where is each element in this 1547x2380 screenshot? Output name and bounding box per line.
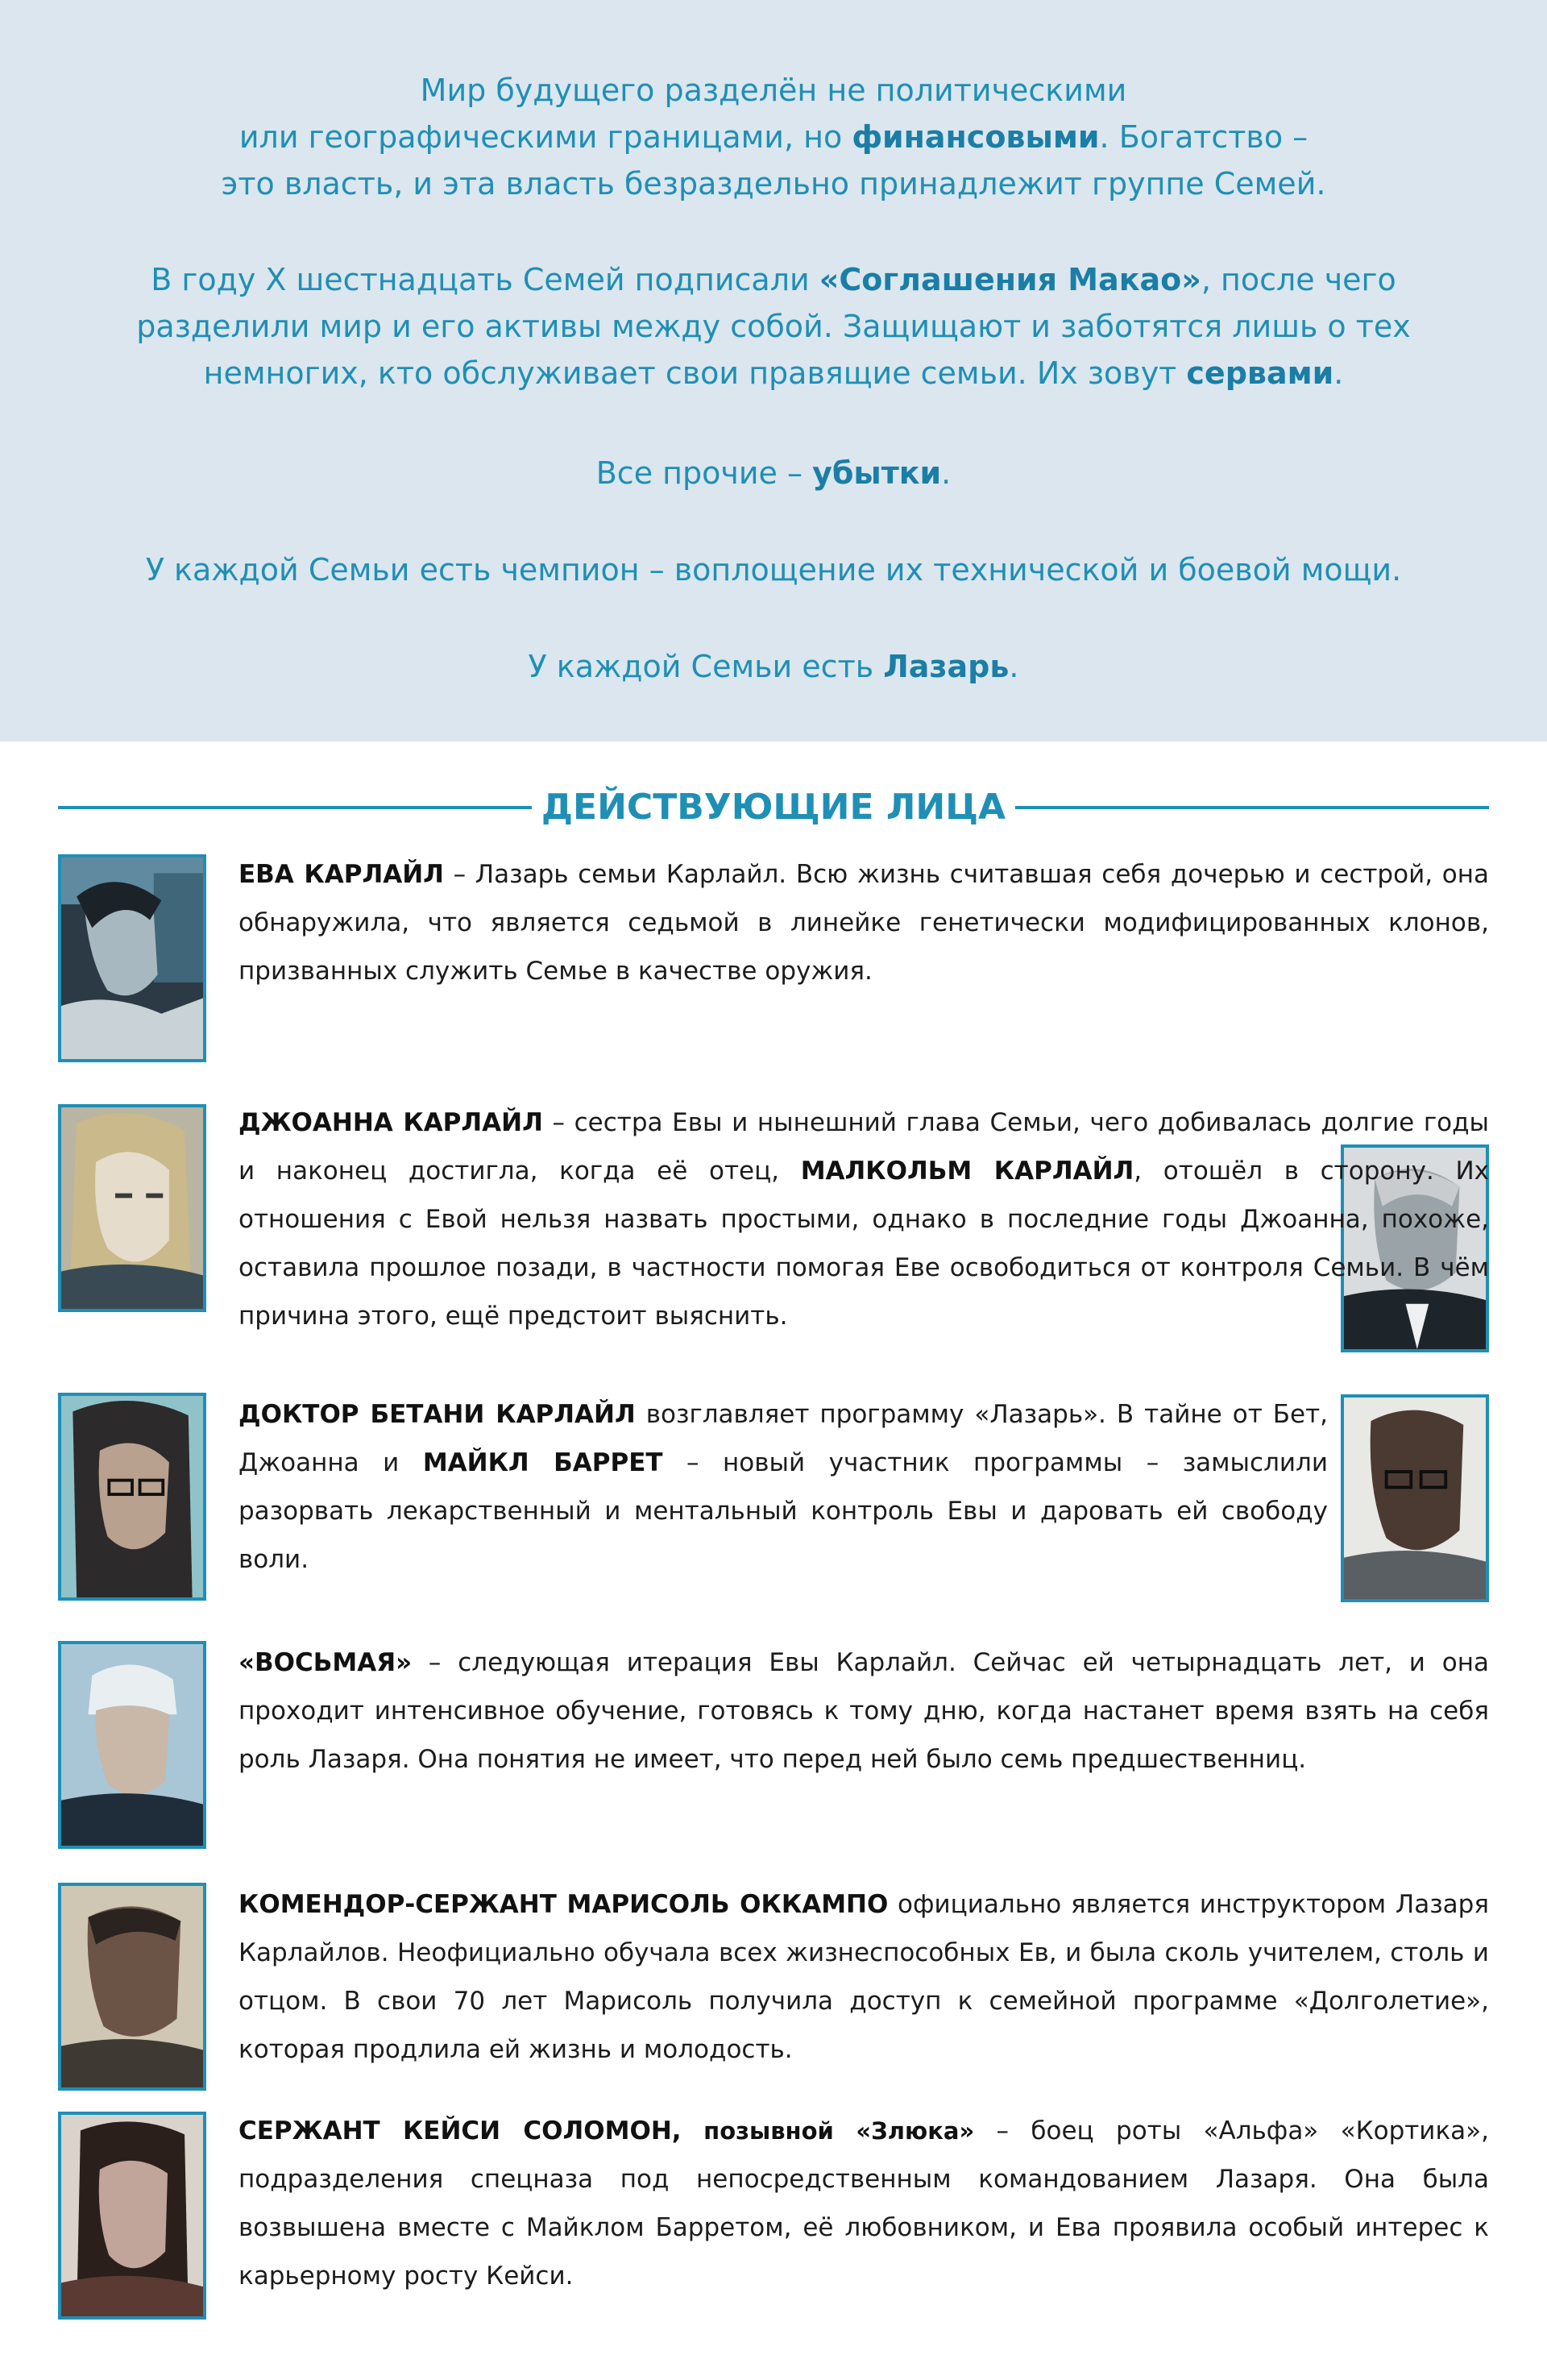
character-callsign: позывной «Злюка» (681, 2117, 975, 2145)
character-bio: – новый участник программы – замыслили разорвать лекарственный и ментальный контроль Евы и даровать ей свободу воли. (238, 1448, 1329, 1574)
character-description (238, 1390, 1328, 1584)
intro-paragraph-3 (129, 450, 1418, 496)
intro-text: В году X шестнадцать Семей подписали (151, 262, 819, 297)
character-name: МАЙКЛ БАРРЕТ (422, 1448, 663, 1477)
portrait-bethany (58, 1393, 206, 1601)
intro-emphasis: финансовыми (852, 119, 1100, 155)
character-bio: возглавляет программу «Лазарь». В тайне от Бет, Джоанна и (238, 1400, 1328, 1477)
intro-text: разделили мир и его активы между собой. Защищают и заботятся лишь о тех (136, 309, 1411, 344)
character-description (238, 1099, 1489, 1340)
intro-paragraph-5 (129, 643, 1418, 690)
intro-text: немногих, кто обслуживает свои правящие семьи. Их зовут (203, 355, 1187, 391)
character-name: «ВОСЬМАЯ» (238, 1648, 413, 1677)
character-bio: – Лазарь семьи Карлайл. Всю жизнь считавшая себя дочерью и сестрой, она обнаружила, что является седьмой в линейке генетически модифицированных клонов, призванных служить Семье в качестве оружия. (238, 860, 1490, 986)
intro-emphasis: сервами (1186, 355, 1334, 391)
intro-text: . (1009, 649, 1019, 684)
character-name: ДЖОАННА КАРЛАЙЛ (238, 1108, 543, 1137)
intro-text: Все прочие – (595, 455, 813, 491)
intro-emphasis: убытки (812, 455, 942, 491)
intro-text: или географическими границами, но (238, 119, 852, 155)
intro-text: У каждой Семьи есть (528, 649, 884, 684)
intro-paragraph-1 (129, 67, 1418, 207)
character-bio: , отошёл в сторону. Их отношения с Евой нельзя назвать простыми, однако в последние годы Джоанна, похоже, оставила прошлое позади, в частности помогая Еве освободиться от контроля Семьи. В чём причина этого, ещё предстоит выяснить. (238, 1157, 1490, 1331)
intro-emphasis: «Соглашения Макао» (819, 262, 1201, 297)
portrait-johanna (58, 1104, 206, 1312)
intro-text: , после чего (1201, 262, 1396, 297)
character-bio: – сестра Евы и нынешний глава Семьи, чего добивалась долгие годы и наконец достигла, когда её отец, (238, 1108, 1489, 1186)
character-description (238, 1639, 1489, 1784)
intro-text: это власть, и эта власть безраздельно принадлежит группе Семей. (221, 166, 1326, 201)
intro-emphasis: Лазарь (883, 649, 1010, 684)
character-name: ЕВА КАРЛАЙЛ (238, 860, 444, 889)
character-description (238, 1880, 1489, 2074)
intro-text: Мир будущего разделён не политическими (420, 73, 1127, 108)
portrait-michael (1341, 1394, 1489, 1602)
portrait-casey (58, 2112, 206, 2320)
intro-paragraph-4 (129, 546, 1418, 593)
character-bio: – боец роты «Альфа» «Кортика», подразделения спецназа под непосредственным командованием Лазаря. Она была возвышена вместе с Майклом Барретом, её любовником, и Ева проявила особый интерес к карьерному росту Кейси. (238, 2116, 1489, 2291)
character-name: СЕРЖАНТ КЕЙСИ СОЛОМОН, (238, 2116, 682, 2145)
character-bio: – следующая итерация Евы Карлайл. Сейчас ей четырнадцать лет, и она проходит интенсивное обучение, готовясь к тому дню, когда настанет время взять на себя роль Лазаря. Она понятия не имеет, что перед ней было семь предшественниц. (238, 1648, 1489, 1774)
intro-text: . Богатство – (1099, 119, 1309, 155)
character-bio: официально является инструктором Лазаря Карлайлов. Неофициально обучала всех жизнеспособных Ев, и была сколь учителем, столь и отцом. В свои 70 лет Марисоль получила доступ к семейной программе «Долголетие», которая продлила ей жизнь и молодость. (238, 1890, 1490, 2064)
character-name: МАЛКОЛЬМ КАРЛАЙЛ (800, 1157, 1134, 1186)
intro-text: . (1333, 355, 1344, 391)
cast-heading: ДЕЙСТВУЮЩИЕ ЛИЦА (541, 787, 1006, 828)
intro-text: У каждой Семьи есть чемпион – воплощение их технической и боевой мощи. (145, 552, 1402, 588)
intro-text: . (941, 455, 952, 491)
portrait-eve (58, 854, 206, 1062)
portrait-marisol (58, 1883, 206, 2091)
character-description (238, 2107, 1489, 2300)
heading-rule-right (1015, 806, 1489, 809)
intro-paragraph-2 (129, 256, 1418, 397)
character-name: КОМЕНДОР-СЕРЖАНТ МАРИСОЛЬ ОККАМПО (238, 1890, 889, 1919)
character-description (238, 850, 1489, 995)
cast-heading-row (58, 783, 1489, 832)
character-name: ДОКТОР БЕТАНИ КАРЛАЙЛ (238, 1400, 636, 1429)
portrait-eight (58, 1641, 206, 1849)
intro-panel (0, 0, 1547, 741)
